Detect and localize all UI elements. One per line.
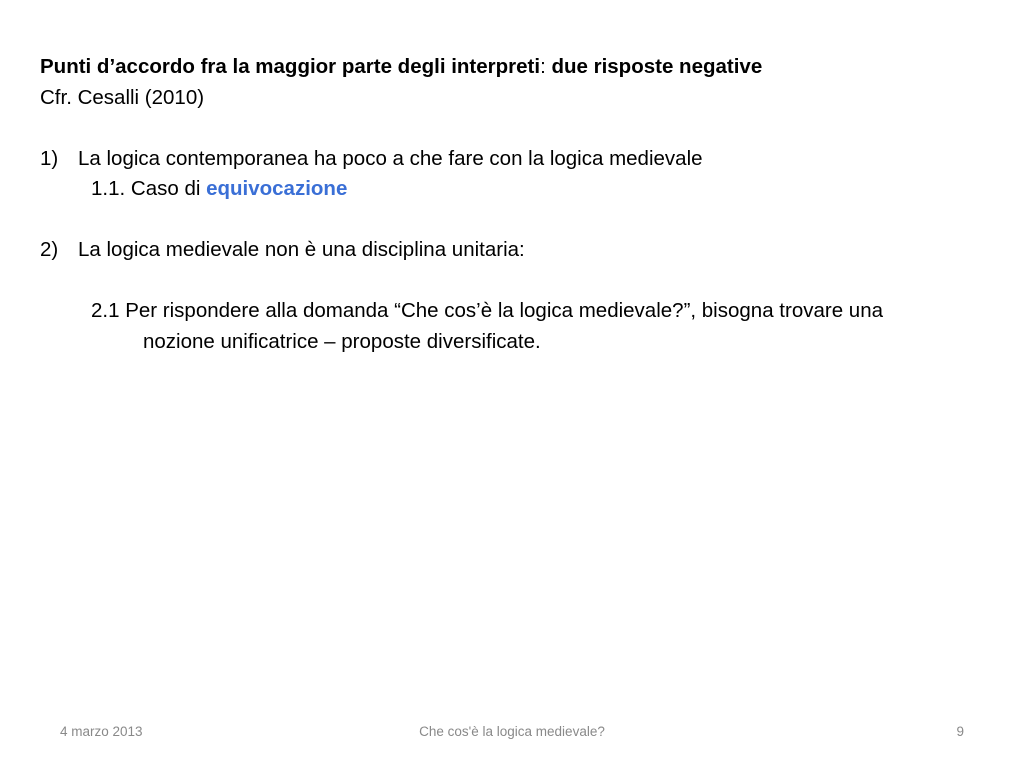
slide-content [40, 52, 1000, 357]
heading-part1: Punti d’accordo fra la maggior parte degli interpreti [40, 55, 541, 78]
heading-separator: : [540, 55, 546, 78]
spacer [40, 266, 1000, 297]
sub-item-1-1 [40, 174, 1000, 205]
slide-heading [40, 52, 1000, 83]
sub-item-1-1-prefix: 1.1. Caso di [91, 177, 207, 200]
sub-item-2-1-line2: nozione unificatrice – proposte diversificate. [143, 329, 541, 353]
list-item-1-number: 1) [40, 146, 59, 170]
list-item-1 [40, 144, 1000, 175]
highlight-term: equivocazione [206, 177, 348, 200]
reference-line: Cfr. Cesalli (2010) [40, 85, 205, 109]
list-item-2-number: 2) [40, 238, 59, 261]
spacer [40, 205, 1000, 236]
footer-page-number: 9 [956, 724, 964, 739]
footer-title: Che cos'è la logica medievale? [419, 724, 605, 739]
list-item-1-text: La logica contemporanea ha poco a che fare con la logica medievale [78, 146, 703, 170]
sub-item-2-1-line1: 2.1 Per rispondere alla domanda “Che cos’è la logica medievale?”, bisogna trovare una [91, 299, 883, 322]
list-item-2-text: La logica medievale non è una disciplina unitaria: [78, 238, 525, 261]
spacer [40, 113, 1000, 144]
list-item-2 [40, 235, 1000, 266]
footer-date: 4 marzo 2013 [60, 724, 143, 739]
heading-part2: due risposte negative [545, 55, 763, 78]
